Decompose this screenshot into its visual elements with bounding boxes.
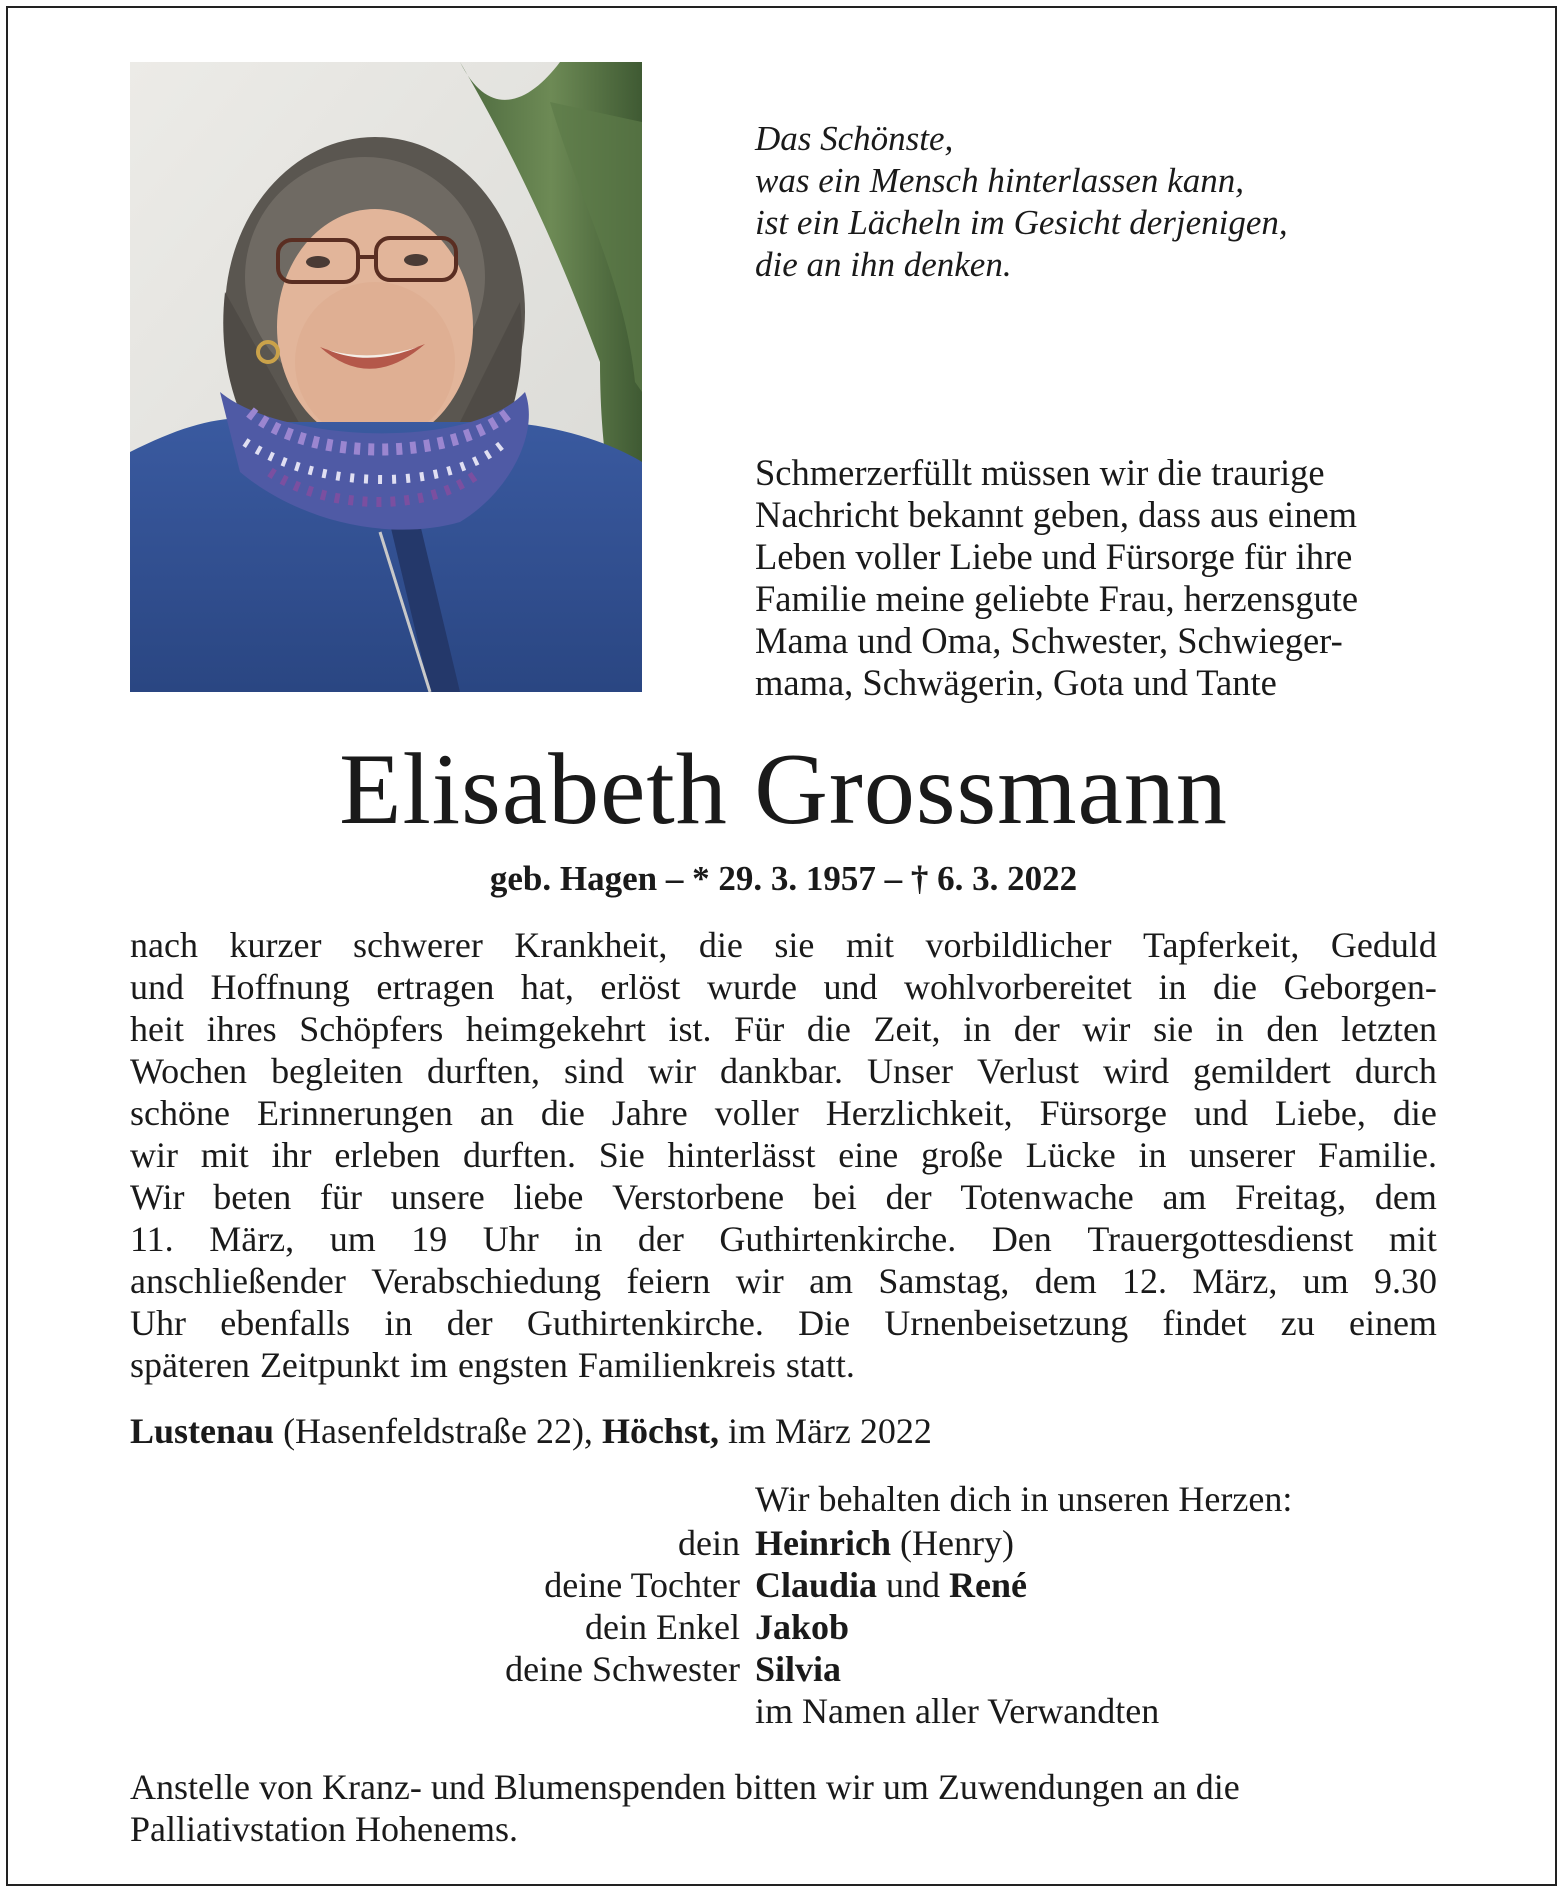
body-word: Guthirtenkirche. xyxy=(719,1219,957,1259)
body-word: Uhr xyxy=(130,1303,186,1343)
body-word: dankbar. xyxy=(720,1051,843,1091)
body-word: Wochen xyxy=(130,1051,248,1091)
body-word: ihres xyxy=(206,1009,277,1049)
body-word: dem xyxy=(1374,1177,1437,1217)
body-word: schwerer xyxy=(352,925,483,965)
body-word: Trauergottesdienst xyxy=(1087,1219,1354,1259)
body-word: Sie xyxy=(598,1135,645,1175)
place-date: im März 2022 xyxy=(718,1411,932,1451)
place-address: (Hasenfeldstraße 22), xyxy=(274,1411,602,1451)
body-word: Totenwache xyxy=(960,1177,1134,1217)
relation-label: deine Schwester xyxy=(505,1649,740,1689)
body-word: in xyxy=(574,1219,603,1259)
intro-line: Schmerzerfüllt müssen wir die traurige xyxy=(755,452,1325,493)
body-word: hat, xyxy=(520,967,574,1007)
body-line xyxy=(130,966,1437,1008)
body-word: sie xyxy=(774,925,815,965)
signatories-footer: im Namen aller Verwandten xyxy=(755,1691,1160,1731)
body-word: der xyxy=(637,1219,684,1259)
body-word: durch xyxy=(1354,1051,1437,1091)
intro-paragraph xyxy=(755,452,1437,704)
body-word: unsere xyxy=(390,1177,485,1217)
poem-line: ist ein Lächeln im Gesicht derjenigen, xyxy=(755,203,1288,242)
body-line xyxy=(130,1176,1437,1218)
intro-line: Leben voller Liebe und Fürsorge für ihre xyxy=(755,536,1353,577)
body-word: in xyxy=(1138,1135,1167,1175)
body-word: einem xyxy=(1348,1303,1437,1343)
body-word: wir xyxy=(130,1135,178,1175)
body-word: Guthirtenkirche. xyxy=(526,1303,764,1343)
portrait-photo xyxy=(130,62,642,692)
body-word: in xyxy=(1215,1009,1244,1049)
body-word: ertragen xyxy=(376,967,495,1007)
body-line xyxy=(130,1302,1437,1344)
body-word: Herzlichkeit, xyxy=(825,1093,1013,1133)
body-word: 11. xyxy=(130,1219,174,1259)
body-word: Verlust xyxy=(976,1051,1079,1091)
body-word: und xyxy=(1193,1093,1248,1133)
body-word: letzten xyxy=(1341,1009,1437,1049)
body-word: Krankheit, xyxy=(514,925,668,965)
body-word: gemildert xyxy=(1192,1051,1331,1091)
body-word: 19 xyxy=(411,1219,448,1259)
body-word: in xyxy=(963,1009,992,1049)
relation-label: deine Tochter xyxy=(544,1565,740,1605)
body-word: und xyxy=(130,967,184,1007)
signatories-heading: Wir behalten dich in unseren Herzen: xyxy=(755,1479,1293,1519)
body-word: wurde xyxy=(706,967,797,1007)
body-word: im xyxy=(409,1345,448,1385)
signatory-connector: und xyxy=(877,1565,950,1605)
body-word: für xyxy=(320,1177,362,1217)
body-word: am xyxy=(809,1261,854,1301)
body-word: Unser xyxy=(866,1051,953,1091)
body-word: März, xyxy=(209,1219,295,1259)
body-word: mit xyxy=(845,925,894,965)
body-word: dem xyxy=(1034,1261,1097,1301)
deceased-name: Elisabeth Grossmann xyxy=(339,733,1228,846)
body-word: Lücke xyxy=(1025,1135,1116,1175)
signatory-row xyxy=(755,1522,1159,1564)
body-word: anschließender xyxy=(130,1261,346,1301)
poem xyxy=(755,118,1475,286)
body-word: sie xyxy=(1153,1009,1194,1049)
body-word: wir xyxy=(1082,1009,1131,1049)
body-word: Tapferkeit, xyxy=(1142,925,1300,965)
body-word: an xyxy=(479,1093,514,1133)
body-word: durften. xyxy=(463,1135,576,1175)
signatory-row xyxy=(755,1606,1159,1648)
body-word: ebenfalls xyxy=(220,1303,351,1343)
body-word: liebe xyxy=(513,1177,584,1217)
intro-line: Mama und Oma, Schwester, Schwieger- xyxy=(755,620,1343,661)
signatory-row xyxy=(755,1564,1159,1606)
body-word: Für xyxy=(734,1009,785,1049)
body-word: Jahre xyxy=(611,1093,688,1133)
body-word: Geduld xyxy=(1330,925,1437,965)
body-word: 12. xyxy=(1122,1261,1168,1301)
body-word: wohlvorbereitet xyxy=(904,967,1132,1007)
body-word: der xyxy=(885,1177,932,1217)
body-word: mit xyxy=(200,1135,249,1175)
body-line xyxy=(130,1218,1437,1260)
body-word: Die xyxy=(798,1303,851,1343)
body-word: vorbildlicher xyxy=(925,925,1112,965)
body-word: schöne xyxy=(130,1093,230,1133)
place-city-lustenau: Lustenau xyxy=(130,1411,275,1451)
relation-label: dein xyxy=(678,1523,740,1563)
body-word: begleiten xyxy=(271,1051,404,1091)
body-word: März, xyxy=(1192,1261,1278,1301)
signatory-note: (Henry) xyxy=(890,1523,1014,1563)
body-word: späteren xyxy=(130,1345,250,1385)
body-word: zu xyxy=(1280,1303,1315,1343)
body-word: in xyxy=(1158,967,1187,1007)
body-word: die xyxy=(1213,967,1258,1007)
body-word: engsten xyxy=(457,1345,568,1385)
place-city-hoechst: Höchst, xyxy=(601,1411,719,1451)
signatory-names xyxy=(755,1522,1159,1732)
body-word: die xyxy=(698,925,743,965)
body-word: Schöpfers xyxy=(299,1009,444,1049)
signatory-name: René xyxy=(949,1565,1028,1605)
body-word: die xyxy=(806,1009,851,1049)
birth-death-dates: geb. Hagen – * 29. 3. 1957 – † 6. 3. 2022 xyxy=(489,859,1078,898)
body-word: statt. xyxy=(785,1345,855,1385)
body-word: 9.30 xyxy=(1374,1261,1437,1301)
body-word: die xyxy=(540,1093,585,1133)
body-word: erleben xyxy=(334,1135,441,1175)
body-word: Zeitpunkt xyxy=(259,1345,400,1385)
body-word: Urnenbeisetzung xyxy=(884,1303,1129,1343)
body-word: ihr xyxy=(271,1135,312,1175)
closing-line: Palliativstation Hohenems. xyxy=(130,1809,518,1849)
body-word: sind xyxy=(563,1051,624,1091)
body-word: um xyxy=(1302,1261,1349,1301)
body-word: Liebe, xyxy=(1274,1093,1366,1133)
body-line xyxy=(130,1008,1437,1050)
body-word: und xyxy=(823,967,878,1007)
body-word: nach xyxy=(130,925,198,965)
signatory-name: Claudia xyxy=(755,1565,878,1605)
signatory-relations xyxy=(505,1522,740,1690)
body-word: Samstag, xyxy=(878,1261,1010,1301)
poem-line: Das Schönste, xyxy=(755,119,954,158)
poem-line: was ein Mensch hinterlassen kann, xyxy=(755,161,1244,200)
poem-line: die an ihn denken. xyxy=(755,245,1012,284)
body-line xyxy=(130,1260,1437,1302)
body-word: Familie. xyxy=(1317,1135,1437,1175)
body-word: Verabschiedung xyxy=(371,1261,602,1301)
body-line xyxy=(130,1344,1437,1386)
body-word: bei xyxy=(812,1177,857,1217)
body-word: in xyxy=(384,1303,413,1343)
body-word: ist. xyxy=(668,1009,712,1049)
announcement-paragraph xyxy=(130,924,1437,1386)
body-word: den xyxy=(1266,1009,1319,1049)
body-word: Familienkreis xyxy=(577,1345,776,1385)
body-word: Geborgen- xyxy=(1283,967,1437,1007)
body-word: eine xyxy=(838,1135,899,1175)
intro-line: Nachricht bekannt geben, dass aus einem xyxy=(755,494,1358,535)
body-word: beten xyxy=(213,1177,292,1217)
signatory-row xyxy=(755,1648,1159,1690)
body-word: voller xyxy=(714,1093,799,1133)
body-word: Fürsorge xyxy=(1039,1093,1167,1133)
body-word: hinterlässt xyxy=(667,1135,816,1175)
body-word: wird xyxy=(1102,1051,1169,1091)
body-word: unserer xyxy=(1189,1135,1296,1175)
body-word: mit xyxy=(1388,1219,1437,1259)
relation-label: dein Enkel xyxy=(585,1607,740,1647)
closing-note xyxy=(130,1766,1450,1850)
body-word: durften, xyxy=(427,1051,540,1091)
body-word: die xyxy=(1392,1093,1437,1133)
body-word: Den xyxy=(991,1219,1052,1259)
signatory-name: Heinrich xyxy=(755,1523,891,1563)
body-word: Erinnerungen xyxy=(256,1093,453,1133)
signatory-name: Jakob xyxy=(755,1607,850,1647)
body-word: wir xyxy=(648,1051,696,1091)
place-date-line xyxy=(130,1410,932,1452)
body-word: Wir xyxy=(130,1177,185,1217)
body-word: um xyxy=(329,1219,376,1259)
body-word: Verstorbene xyxy=(612,1177,785,1217)
intro-line: Familie meine geliebte Frau, herzensgute xyxy=(755,578,1359,619)
body-word: Uhr xyxy=(482,1219,539,1259)
intro-line: mama, Schwägerin, Gota und Tante xyxy=(755,662,1277,703)
body-word: heit xyxy=(130,1009,184,1049)
body-word: Freitag, xyxy=(1235,1177,1347,1217)
body-word: der xyxy=(1013,1009,1060,1049)
body-word: feiern xyxy=(626,1261,711,1301)
body-word: erlöst xyxy=(600,967,681,1007)
body-line xyxy=(130,1134,1437,1176)
closing-line: Anstelle von Kranz- und Blumenspenden bitten wir um Zuwendungen an die xyxy=(130,1767,1240,1807)
body-word: findet xyxy=(1162,1303,1247,1343)
body-word: Zeit, xyxy=(873,1009,941,1049)
body-line xyxy=(130,924,1437,966)
body-word: Hoffnung xyxy=(210,967,350,1007)
body-word: der xyxy=(446,1303,493,1343)
signatory-name: Silvia xyxy=(755,1649,842,1689)
body-word: am xyxy=(1162,1177,1207,1217)
body-word: wir xyxy=(735,1261,784,1301)
body-word: kurzer xyxy=(229,925,322,965)
body-line xyxy=(130,1050,1437,1092)
body-line xyxy=(130,1092,1437,1134)
body-word: heimgekehrt xyxy=(465,1009,646,1049)
body-word: große xyxy=(921,1135,1003,1175)
